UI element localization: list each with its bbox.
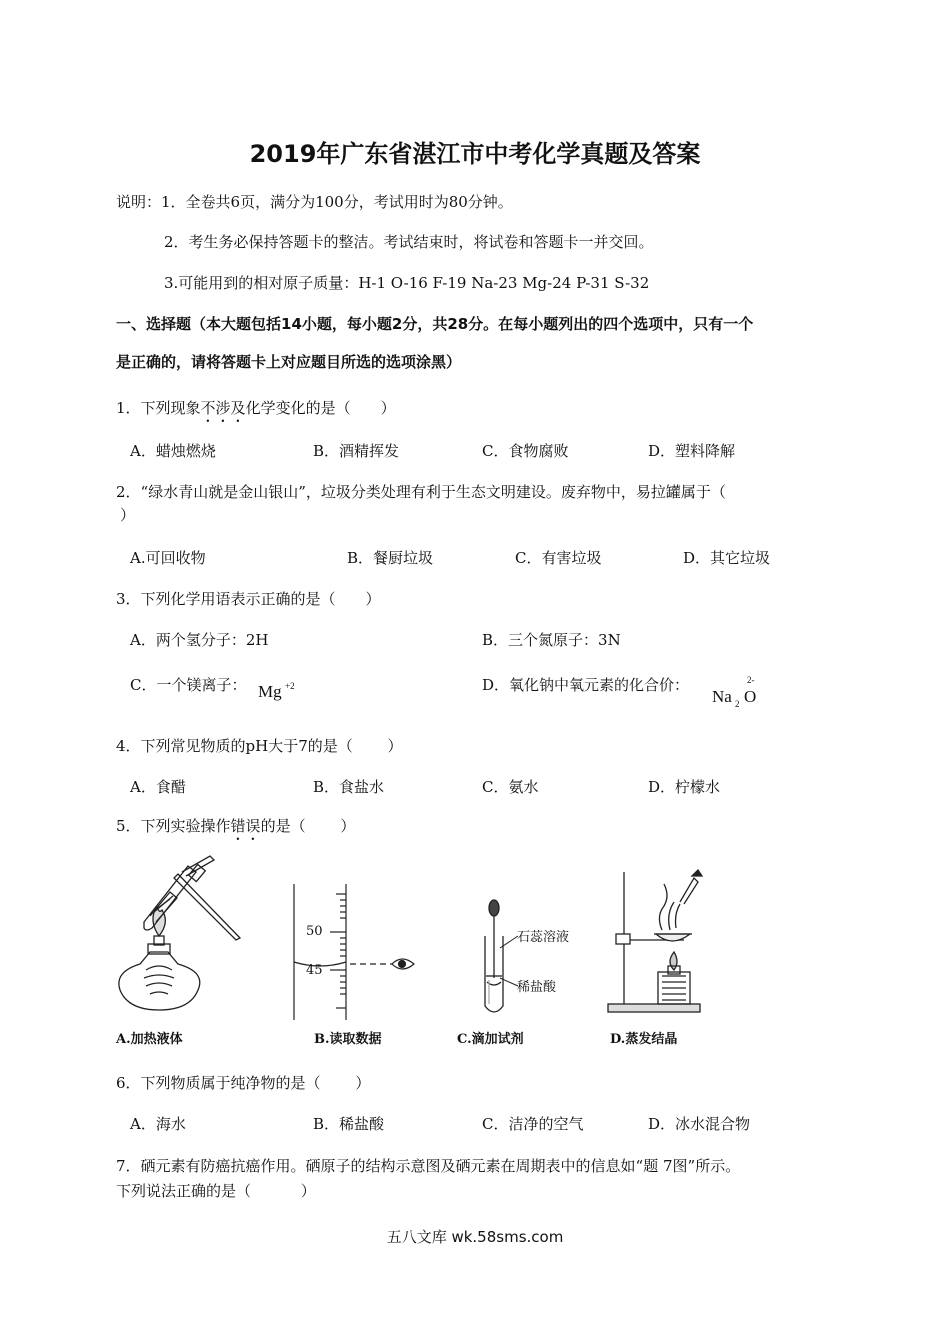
q3-option-a: A．两个氢分子：2H xyxy=(130,631,269,649)
question-4-stem: 4．下列常见物质的pH大于7的是（ ） xyxy=(116,737,403,755)
q2-option-d: D．其它垃圾 xyxy=(683,549,771,567)
q1-option-d: D．塑料降解 xyxy=(648,442,736,460)
q3-option-c: C．一个镁离子： xyxy=(130,676,247,694)
question-2-stem-line-1: 2．“绿水青山就是金山银山”，垃圾分类处理有利于生态文明建设。废弃物中，易拉罐属于（ xyxy=(116,483,726,501)
question-6-stem: 6．下列物质属于纯净物的是（ ） xyxy=(116,1074,371,1092)
figure-b-scale-50: 50 xyxy=(306,924,323,939)
question-3-stem: 3．下列化学用语表示正确的是（ ） xyxy=(116,590,381,608)
figure-c-caption: C.滴加试剂 xyxy=(457,1032,524,1047)
q4-option-b: B．食盐水 xyxy=(313,778,385,796)
section-heading-line-2: 是正确的，请将答题卡上对应题目所选的选项涂黑） xyxy=(116,353,462,371)
q3-magnesium-ion-formula: Mg xyxy=(258,682,282,701)
figure-a-caption: A.加热液体 xyxy=(116,1032,183,1047)
q3-sodium-symbol: Na xyxy=(712,687,732,706)
page-title: 2019年广东省湛江市中考化学真题及答案 xyxy=(249,140,701,168)
q5-stem-pre: 5．下列实验操作 xyxy=(116,817,231,835)
q5-stem-post: 的是（ ） xyxy=(260,817,356,835)
figure-a-heating-liquid xyxy=(110,852,250,1022)
question-1-stem xyxy=(116,398,396,426)
figure-d-caption: D.蒸发结晶 xyxy=(610,1032,678,1047)
q6-option-b: B．稀盐酸 xyxy=(313,1115,385,1133)
q4-option-c: C．氨水 xyxy=(482,778,539,796)
q1-stem-pre: 1．下列现象 xyxy=(116,399,201,417)
question-2-stem-line-2: ） xyxy=(120,506,136,524)
note-2: 2．考生务必保持答题卡的整洁。考试结束时，将试卷和答题卡一并交回。 xyxy=(164,233,654,251)
q2-option-a: A.可回收物 xyxy=(130,549,206,567)
note-3: 3.可能用到的相对原子质量：H-1 O-16 F-19 Na-23 Mg-24 P-31 S-32 xyxy=(164,274,650,292)
figure-b-reading-scale xyxy=(280,880,420,1020)
q3-option-d: D．氧化钠中氧元素的化合价： xyxy=(482,676,690,694)
q6-option-d: D．冰水混合物 xyxy=(648,1115,751,1133)
q2-option-c: C．有害垃圾 xyxy=(515,549,602,567)
figure-b-caption: B.读取数据 xyxy=(314,1032,382,1047)
section-heading-line-1: 一、选择题（本大题包括14小题，每小题2分，共28分。在每小题列出的四个选项中，只有一个 xyxy=(116,315,754,333)
note-1: 说明：1．全卷共6页，满分为100分，考试用时为80分钟。 xyxy=(116,193,513,211)
figure-b-scale-45: 45 xyxy=(306,963,323,978)
q6-option-a: A．海水 xyxy=(130,1115,186,1133)
q5-stem-emphasis: 错误 xyxy=(230,817,261,835)
q3-magnesium-ion-charge: +2 xyxy=(285,681,295,691)
figure-c-leader-lines xyxy=(500,930,520,990)
question-7-stem-line-1: 7．硒元素有防癌抗癌作用。硒原子的结构示意图及硒元素在周期表中的信息如“题 7图”所示。 xyxy=(116,1157,741,1175)
q1-option-a: A．蜡烛燃烧 xyxy=(130,442,216,460)
q4-option-a: A．食醋 xyxy=(130,778,186,796)
q6-option-c: C．洁净的空气 xyxy=(482,1115,584,1133)
q2-option-b: B．餐厨垃圾 xyxy=(347,549,434,567)
figure-c-label-hcl: 稀盐酸 xyxy=(517,980,557,995)
q3-oxygen-valence: 2- xyxy=(747,675,755,685)
figure-d-evaporation xyxy=(604,868,714,1018)
q4-option-d: D．柠檬水 xyxy=(648,778,721,796)
q3-oxygen-symbol: O xyxy=(744,687,757,706)
q3-sodium-subscript: 2 xyxy=(735,699,740,709)
q1-stem-post: 化学变化的是（ ） xyxy=(245,399,396,417)
q1-option-c: C．食物腐败 xyxy=(482,442,569,460)
q1-stem-emphasis: 不涉及 xyxy=(200,399,246,417)
figure-c-label-litmus: 石蕊溶液 xyxy=(517,930,570,945)
question-5-stem xyxy=(116,816,355,844)
q1-option-b: B．酒精挥发 xyxy=(313,442,400,460)
page-footer: 五八文库 wk.58sms.com xyxy=(386,1228,564,1246)
question-7-stem-line-2: 下列说法正确的是（ ） xyxy=(116,1182,316,1200)
q3-option-b: B．三个氮原子：3N xyxy=(482,631,621,649)
